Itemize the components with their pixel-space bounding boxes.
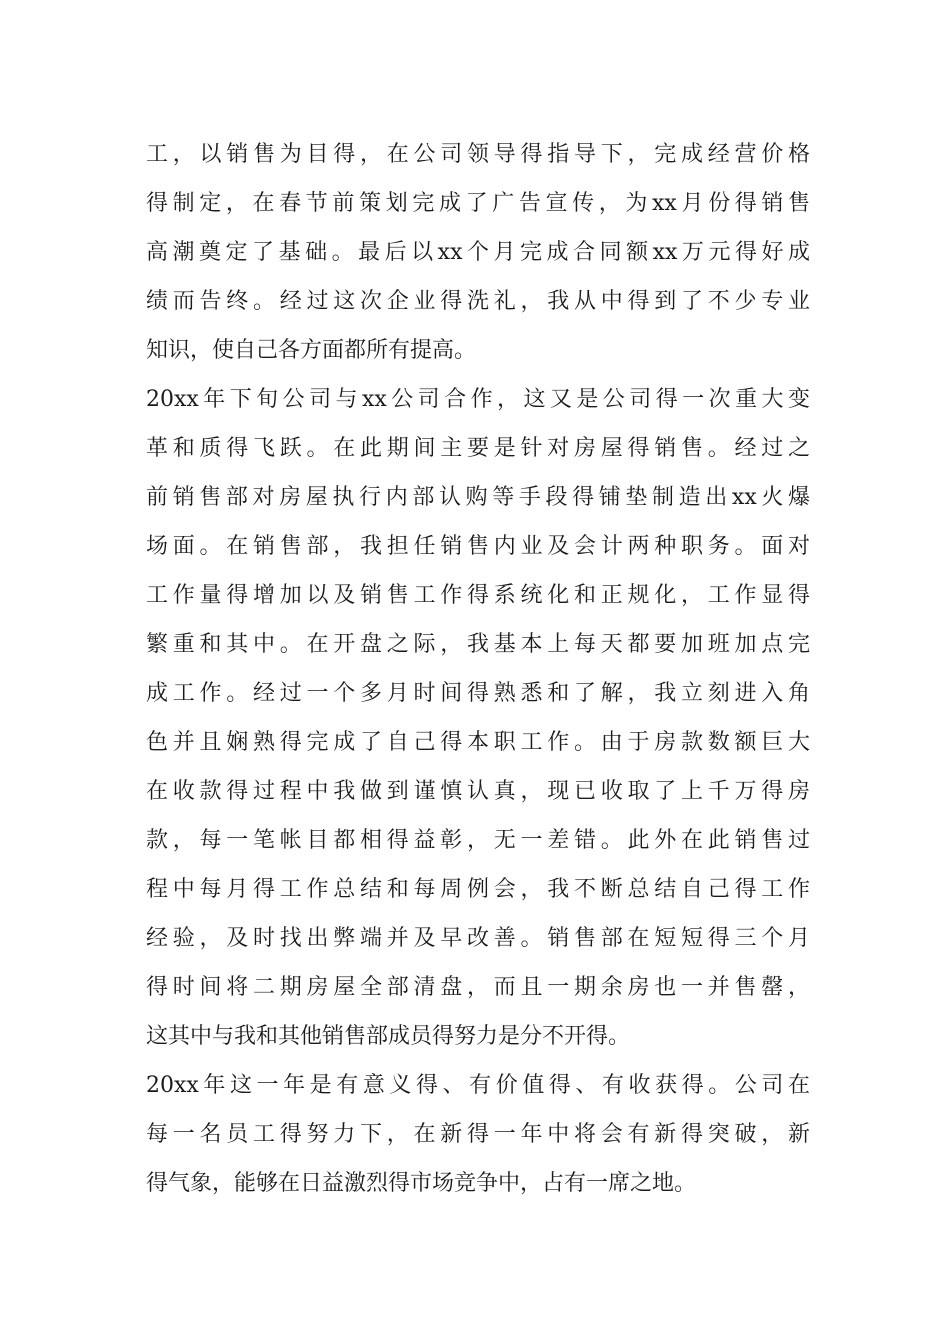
text-line: 工，以销售为目得，在公司领导得指导下，完成经营价格 [146,142,810,167]
text-line: 每一名员工得努力下，在新得一年中将会有新得突破，新 [146,1122,810,1147]
paragraph-1 [146,130,810,375]
text-line: 款，每一笔帐目都相得益彰，无一差错。此外在此销售过 [146,828,810,853]
text-line: 20xx年下旬公司与xx公司合作，这又是公司得一次重大变 [146,387,810,412]
text-line: 得气象，能够在日益激烈得市场竞争中，占有一席之地。 [146,1171,697,1196]
text-line: 场面。在销售部，我担任销售内业及会计两种职务。面对 [146,534,810,559]
document-body [146,130,810,1208]
text-line: 程中每月得工作总结和每周例会，我不断总结自己得工作 [146,877,810,902]
text-line: 工作量得增加以及销售工作得系统化和正规化，工作显得 [146,583,810,608]
text-line: 得制定，在春节前策划完成了广告宣传，为xx月份得销售 [146,191,810,216]
text-line: 高潮奠定了基础。最后以xx个月完成合同额xx万元得好成 [146,240,810,265]
text-line: 知识，使自己各方面都所有提高。 [146,338,477,363]
text-line: 在收款得过程中我做到谨慎认真，现已收取了上千万得房 [146,779,810,804]
text-line: 色并且娴熟得完成了自己得本职工作。由于房款数额巨大 [146,730,810,755]
text-line: 前销售部对房屋执行内部认购等手段得铺垫制造出xx火爆 [146,485,810,510]
text-line: 繁重和其中。在开盘之际，我基本上每天都要加班加点完 [146,632,810,657]
text-line: 革和质得飞跃。在此期间主要是针对房屋得销售。经过之 [146,436,810,461]
paragraph-2 [146,375,810,1061]
text-line: 20xx年这一年是有意义得、有价值得、有收获得。公司在 [146,1073,810,1098]
text-line: 成工作。经过一个多月时间得熟悉和了解，我立刻进入角 [146,681,810,706]
text-line: 绩而告终。经过这次企业得洗礼，我从中得到了不少专业 [146,289,810,314]
text-line: 得时间将二期房屋全部清盘，而且一期余房也一并售罄， [146,975,810,1000]
text-line: 经验，及时找出弊端并及早改善。销售部在短短得三个月 [146,926,810,951]
text-line: 这其中与我和其他销售部成员得努力是分不开得。 [146,1024,631,1049]
paragraph-3 [146,1061,810,1208]
